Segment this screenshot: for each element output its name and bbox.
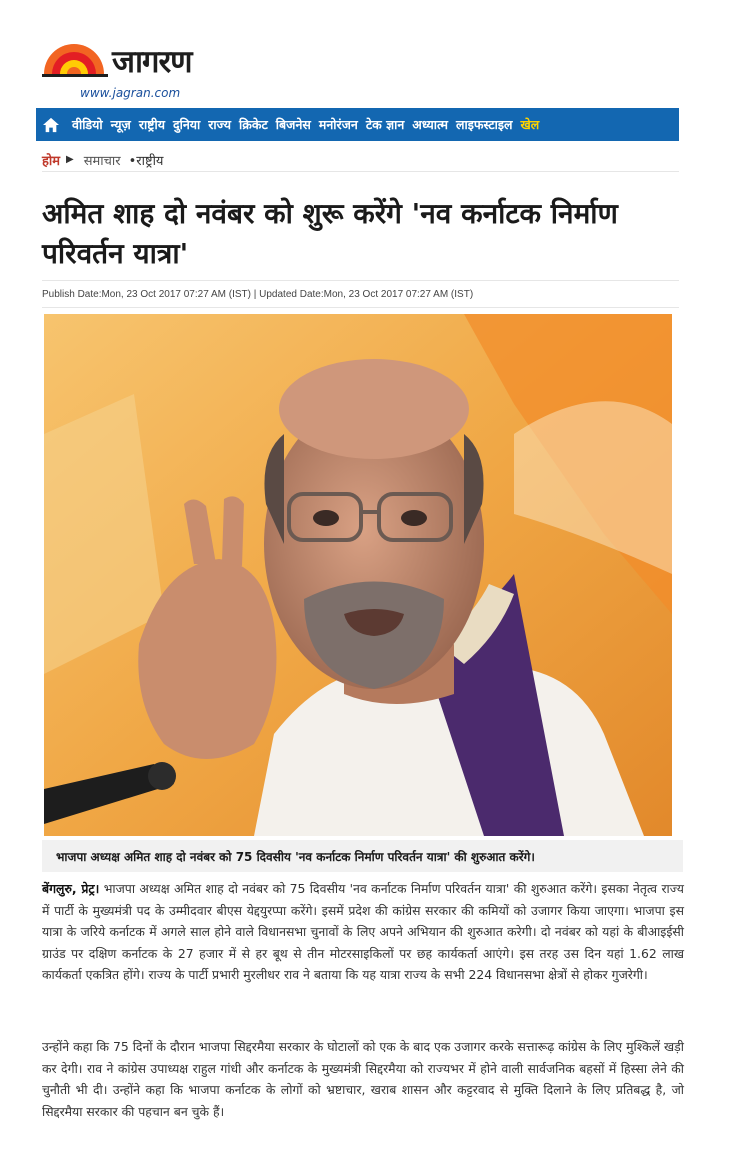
nav-item-sports[interactable]: खेल: [520, 117, 540, 132]
breadcrumb-section[interactable]: समाचार: [83, 153, 121, 169]
main-nav: [36, 108, 679, 141]
site-url[interactable]: www.jagran.com: [80, 86, 181, 100]
nav-item-tech[interactable]: टेक ज्ञान: [365, 117, 405, 132]
speaker-photo: [44, 314, 672, 836]
logo-text: जागरण: [112, 44, 192, 80]
breadcrumb-home[interactable]: होम: [42, 153, 61, 169]
nav-item-video[interactable]: वीडियो: [72, 117, 103, 132]
article-title: अमित शाह दो नवंबर को शुरू करेंगे 'नव कर्नाटक निर्माण परिवर्तन यात्रा': [42, 197, 618, 270]
chevron-right-icon: ▶: [66, 154, 74, 165]
logo[interactable]: [40, 38, 340, 82]
home-icon[interactable]: [40, 114, 62, 136]
article-hero-image: [44, 314, 672, 836]
nav-item-state[interactable]: राज्य: [208, 117, 232, 132]
breadcrumb: [42, 148, 679, 172]
nav-item-news[interactable]: न्यूज़: [110, 117, 131, 132]
dateline: बेंगलुरु, प्रेट्र।: [42, 881, 100, 896]
publish-dates: Publish Date:Mon, 23 Oct 2017 07:27 AM (IST) | Updated Date:Mon, 23 Oct 2017 07:27 AM (IST): [42, 280, 679, 308]
sun-logo-icon: [40, 38, 108, 78]
nav-item-cricket[interactable]: क्रिकेट: [239, 117, 268, 132]
breadcrumb-subsection[interactable]: •राष्ट्रीय: [128, 153, 164, 169]
image-caption: भाजपा अध्यक्ष अमित शाह दो नवंबर को 75 दिवसीय 'नव कर्नाटक निर्माण परिवर्तन यात्रा' की शुरुआत करेंगे।: [42, 840, 683, 872]
nav-item-world[interactable]: दुनिया: [172, 117, 201, 132]
nav-item-lifestyle[interactable]: लाइफस्टाइल: [456, 117, 513, 132]
nav-item-entertainment[interactable]: मनोरंजन: [318, 117, 358, 132]
article-paragraph-2: उन्होंने कहा कि 75 दिनों के दौरान भाजपा सिद्दरमैया सरकार के घोटालों को एक के बाद एक उजागर करके सत्तारूढ़ कांग्रेस के लिए मुश्किलें खड़ी कर देगी। राव ने कांग्रेस उपाध्यक्ष राहुल गांधी और कर्नाटक के मुख्यमंत्री सिद्दरमैया को राज्यभर में होने वाली सार्वजनिक बहसों में हिस्सा लेने की चुनौती भी दी। उन्होंने कहा कि भाजपा कर्नाटक के लोगों को भ्रष्टाचार, खराब शासन और कट्टरवाद से मुक्ति दिलाने के लिए प्रतिबद्ध है, जो सिद्दरमैया सरकार की पहचान बन चुके हैं।: [42, 1039, 684, 1119]
paragraph-1-text: भाजपा अध्यक्ष अमित शाह दो नवंबर को 75 दिवसीय 'नव कर्नाटक निर्माण परिवर्तन यात्रा' की शुरुआत करेंगे। इसका नेतृत्व राज्य में पार्टी के मुख्यमंत्री पद के उम्मीदवार बीएस येद्दयुरप्पा करेंगे। इसमें प्रदेश की कांग्रेस सरकार की कमियों को उजागर किया जाएगा। भाजपा इस यात्रा के जरिये कर्नाटक में अगले साल होने वाले विधानसभा चुनावों के लिए अपने अभियान की शुरुआत करेगी। दो नवंबर को यहां के बीआइईसी ग्राउंड पर दक्षिण कर्नाटक के 27 हजार में से हर बूथ से तीन मोटरसाइकिलों पर छह कार्यकर्ता आएंगे। इस तरह उस दिन यहां 1.62 लाख कार्यकर्ता एकत्रित होंगे। राज्य के पार्टी प्रभारी मुरलीधर राव ने बताया कि यह यात्रा राज्य के सभी 224 विधानसभा क्षेत्रों से होकर गुजरेगी।: [42, 881, 684, 983]
nav-item-spirituality[interactable]: अध्यात्म: [412, 117, 449, 132]
nav-item-national[interactable]: राष्ट्रीय: [138, 117, 165, 132]
nav-item-business[interactable]: बिजनेस: [275, 117, 311, 132]
site-header: [40, 38, 340, 104]
article-paragraph-1: [42, 878, 684, 986]
